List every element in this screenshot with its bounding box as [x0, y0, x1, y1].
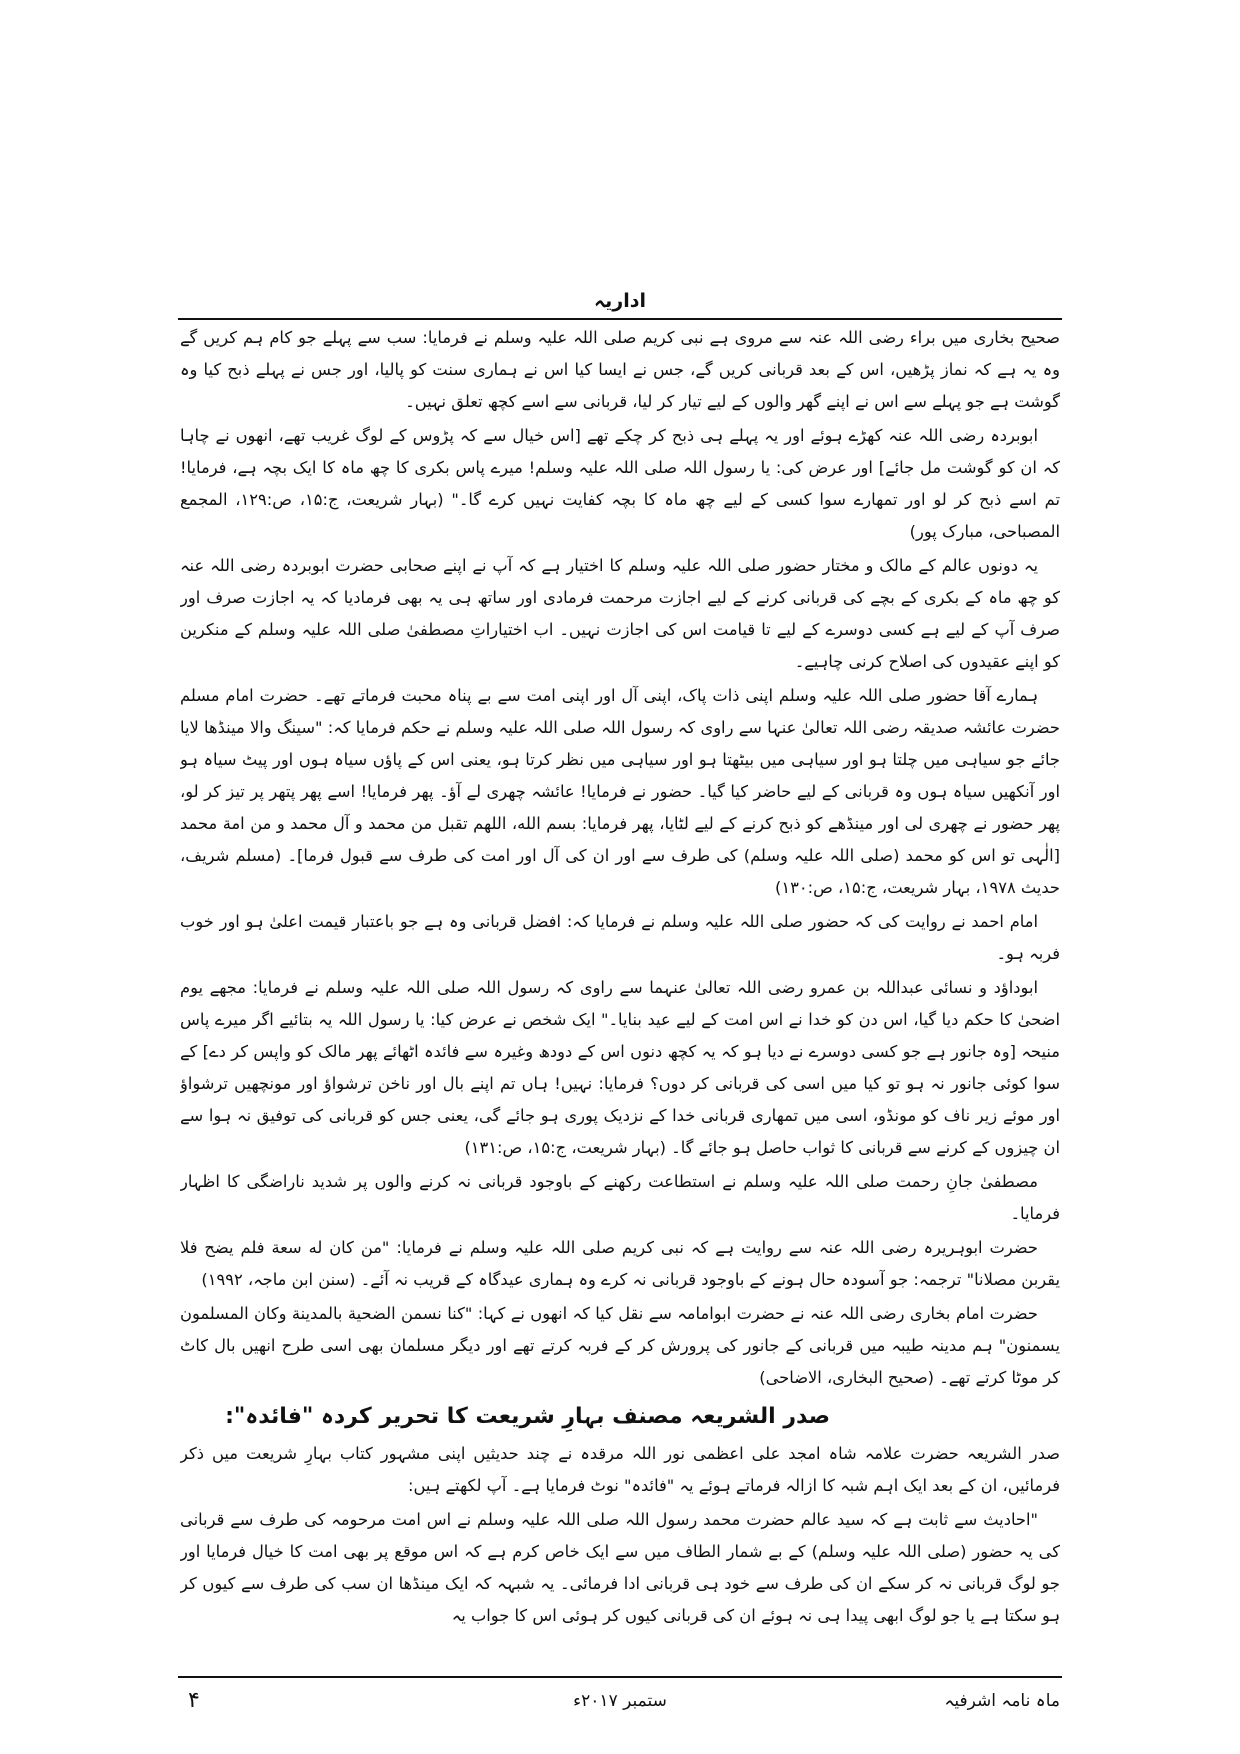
- paragraph-9: حضرت امام بخاری رضی اللہ عنہ نے حضرت ابوامامہ سے نقل کیا کہ انھوں نے کہا: "كنا نسمن الضحية بالمدينة وكان المسلمون يسمنون" ہم مدینہ طیبہ میں قربانی کے جانور کی پرورش کر کے فربہ کرتے تھے اور دیگر مسلمان بھی اسی طرح انھیں بال کاٹ کر موٹا کرتے تھے۔ (صحیح البخاری، الاضاحی): [180, 1304, 1060, 1387]
- paragraph-8: حضرت ابوہریرہ رضی اللہ عنہ سے روایت ہے کہ نبی کریم صلی اللہ علیہ وسلم نے فرمایا: "من كان له سعة فلم يضح فلا يقربن مصلانا" ترجمہ: جو آسودہ حال ہونے کے باوجود قربانی نہ کرے وہ ہماری عیدگاہ کے قریب نہ آئے۔ (سنن ابن ماجہ، ۱۹۹۲): [180, 1238, 1060, 1289]
- paragraph-1: صحیح بخاری میں براء رضی اللہ عنہ سے مروی ہے نبی کریم صلی اللہ علیہ وسلم نے فرمایا: سب سے پہلے جو کام ہم کریں گے وہ یہ ہے کہ نماز پڑھیں، اس کے بعد قربانی کریں گے، جس نے ایسا کیا اس نے ہماری سنت کو پالیا، اور جس نے پہلے ذبح کیا وہ گوشت ہے جو پہلے سے اس نے اپنے گھر والوں کے لیے تیار کر لیا، قربانی سے اسے کچھ تعلق نہیں۔: [180, 328, 1060, 411]
- footer-rule: [178, 1676, 1062, 1678]
- paragraph-4: ہمارے آقا حضور صلی اللہ علیہ وسلم اپنی ذات پاک، اپنی آل اور اپنی امت سے بے پناہ محبت فرماتے تھے۔ حضرت امام مسلم حضرت عائشہ صدیقہ رضی اللہ تعالیٰ عنہا سے راوی کہ رسول اللہ صلی اللہ علیہ وسلم نے حکم فرمایا کہ: "سینگ والا مینڈھا لایا جائے جو سیاہی میں چلتا ہو اور سیاہی میں بیٹھتا ہو اور سیاہی میں نظر کرتا ہو، یعنی اس کے پاؤں سیاہ ہوں اور پیٹ سیاہ ہو اور آنکھیں سیاہ ہوں وہ قربانی کے لیے حاضر کیا گیا۔ حضور نے فرمایا! عائشہ چھری لے آؤ۔ پھر فرمایا! اسے پھر پتھر پر تیز کر لو، پھر حضور نے چھری لی اور مینڈھے کو ذبح کرنے کے لیے لٹایا، پھر فرمایا: بسم الله، اللهم تقبل من محمد و آل محمد و من امة محمد [الٰہی تو اس کو محمد (صلی اللہ علیہ وسلم) کی طرف سے اور ان کی آل اور امت کی طرف سے قبول فرما]۔ (مسلم شریف، حدیث ۱۹۷۸، بہار شریعت، ج:۱۵، ص:۱۳۰): [180, 686, 1060, 897]
- paragraph-5: امام احمد نے روایت کی کہ حضور صلی اللہ علیہ وسلم نے فرمایا کہ: افضل قربانی وہ ہے جو باعتبار قیمت اعلیٰ ہو اور خوب فربہ ہو۔: [180, 912, 1060, 963]
- article-body: [180, 322, 1060, 1667]
- section-paragraph-2: "احادیث سے ثابت ہے کہ سید عالم حضرت محمد رسول اللہ صلی اللہ علیہ وسلم نے اس امت مرحومہ کی طرف سے قربانی کی یہ حضور (صلی اللہ علیہ وسلم) کے بے شمار الطاف میں سے ایک خاص کرم ہے کہ اس موقع پر بھی امت کا خیال فرمایا اور جو لوگ قربانی نہ کر سکے ان کی طرف سے خود ہی قربانی ادا فرمائی۔ یہ شبہہ کہ ایک مینڈھا ان سب کی طرف سے کیوں کر ہو سکتا ہے یا جو لوگ ابھی پیدا ہی نہ ہوئے ان کی قربانی کیوں کر ہوئی اس کا جواب یہ: [180, 1510, 1060, 1625]
- page-footer: [180, 1686, 1060, 1716]
- section-paragraph-1: صدر الشریعہ حضرت علامہ شاہ امجد علی اعظمی نور اللہ مرقدہ نے چند حدیثیں اپنی مشہور کتاب بہارِ شریعت میں ذکر فرمائیں، ان کے بعد ایک اہم شبہ کا ازالہ فرماتے ہوئے یہ "فائدہ" نوٹ فرمایا ہے۔ آپ لکھتے ہیں:: [180, 1444, 1060, 1495]
- paragraph-3: یہ دونوں عالم کے مالک و مختار حضور صلی اللہ علیہ وسلم کا اختیار ہے کہ آپ نے اپنے صحابی حضرت ابوبردہ رضی اللہ عنہ کو چھ ماہ کے بکری کے بچے کی قربانی کرنے کے لیے اجازت مرحمت فرمادی اور ساتھ ہی یہ بھی فرمادیا کہ یہ اجازت صرف اور صرف آپ کے لیے ہے کسی دوسرے کے لیے تا قیامت اس کی اجازت نہیں۔ اب اختیاراتِ مصطفیٰ صلی اللہ علیہ وسلم کے منکرین کو اپنے عقیدوں کی اصلاح کرنی چاہیے۔: [180, 556, 1060, 671]
- issue-date: ستمبر ۲۰۱۷ء: [573, 1691, 667, 1711]
- section-heading: صدر الشریعہ مصنف بہارِ شریعت کا تحریر کردہ "فائدہ":: [225, 1404, 830, 1429]
- paragraph-6: ابوداؤد و نسائی عبداللہ بن عمرو رضی اللہ تعالیٰ عنہما سے راوی کہ رسول اللہ صلی اللہ علیہ وسلم نے فرمایا: مجھے یوم اضحیٰ کا حکم دیا گیا، اس دن کو خدا نے اس امت کے لیے عید بنایا۔" ایک شخص نے عرض کیا: یا رسول اللہ یہ بتائیے اگر میرے پاس منیحہ [وہ جانور ہے جو کسی دوسرے نے دیا ہو کہ یہ کچھ دنوں اس کے دودھ وغیرہ سے فائدہ اٹھائے پھر مالک کو واپس کر دے] کے سوا کوئی جانور نہ ہو تو کیا میں اسی کی قربانی کر دوں؟ فرمایا: نہیں! ہاں تم اپنے بال اور ناخن ترشواؤ اور مونچھیں ترشواؤ اور موئے زیر ناف کو مونڈو، اسی میں تمھاری قربانی خدا کے نزدیک پوری ہو جائے گی، یعنی جس کو قربانی کی توفیق نہ ہوا سے ان چیزوں کے کرنے سے قربانی کا ثواب حاصل ہو جائے گا۔ (بہار شریعت، ج:۱۵، ص:۱۳۱): [180, 978, 1060, 1157]
- paragraph-2: ابوبردہ رضی اللہ عنہ کھڑے ہوئے اور یہ پہلے ہی ذبح کر چکے تھے [اس خیال سے کہ پڑوس کے لوگ غریب تھے، انھوں نے چاہا کہ ان کو گوشت مل جائے] اور عرض کی: یا رسول اللہ صلی اللہ علیہ وسلم! میرے پاس بکری کا چھ ماہ کا ایک بچہ ہے، فرمایا! تم اسے ذبح کر لو اور تمھارے سوا کسی کے لیے چھ ماہ کا بچہ کفایت نہیں کرے گا۔" (بہار شریعت، ج:۱۵، ص:۱۲۹، المجمع المصباحی، مبارک پور): [180, 426, 1060, 541]
- page-number: ۴: [188, 1688, 200, 1713]
- magazine-name: ماہ نامہ اشرفیہ: [944, 1691, 1060, 1711]
- paragraph-7: مصطفیٰ جانِ رحمت صلی اللہ علیہ وسلم نے استطاعت رکھنے کے باوجود قربانی نہ کرنے والوں پر شدید ناراضگی کا اظہار فرمایا۔: [180, 1172, 1060, 1223]
- page-header-title: اداریہ: [594, 290, 646, 312]
- header-rule: [178, 318, 1062, 320]
